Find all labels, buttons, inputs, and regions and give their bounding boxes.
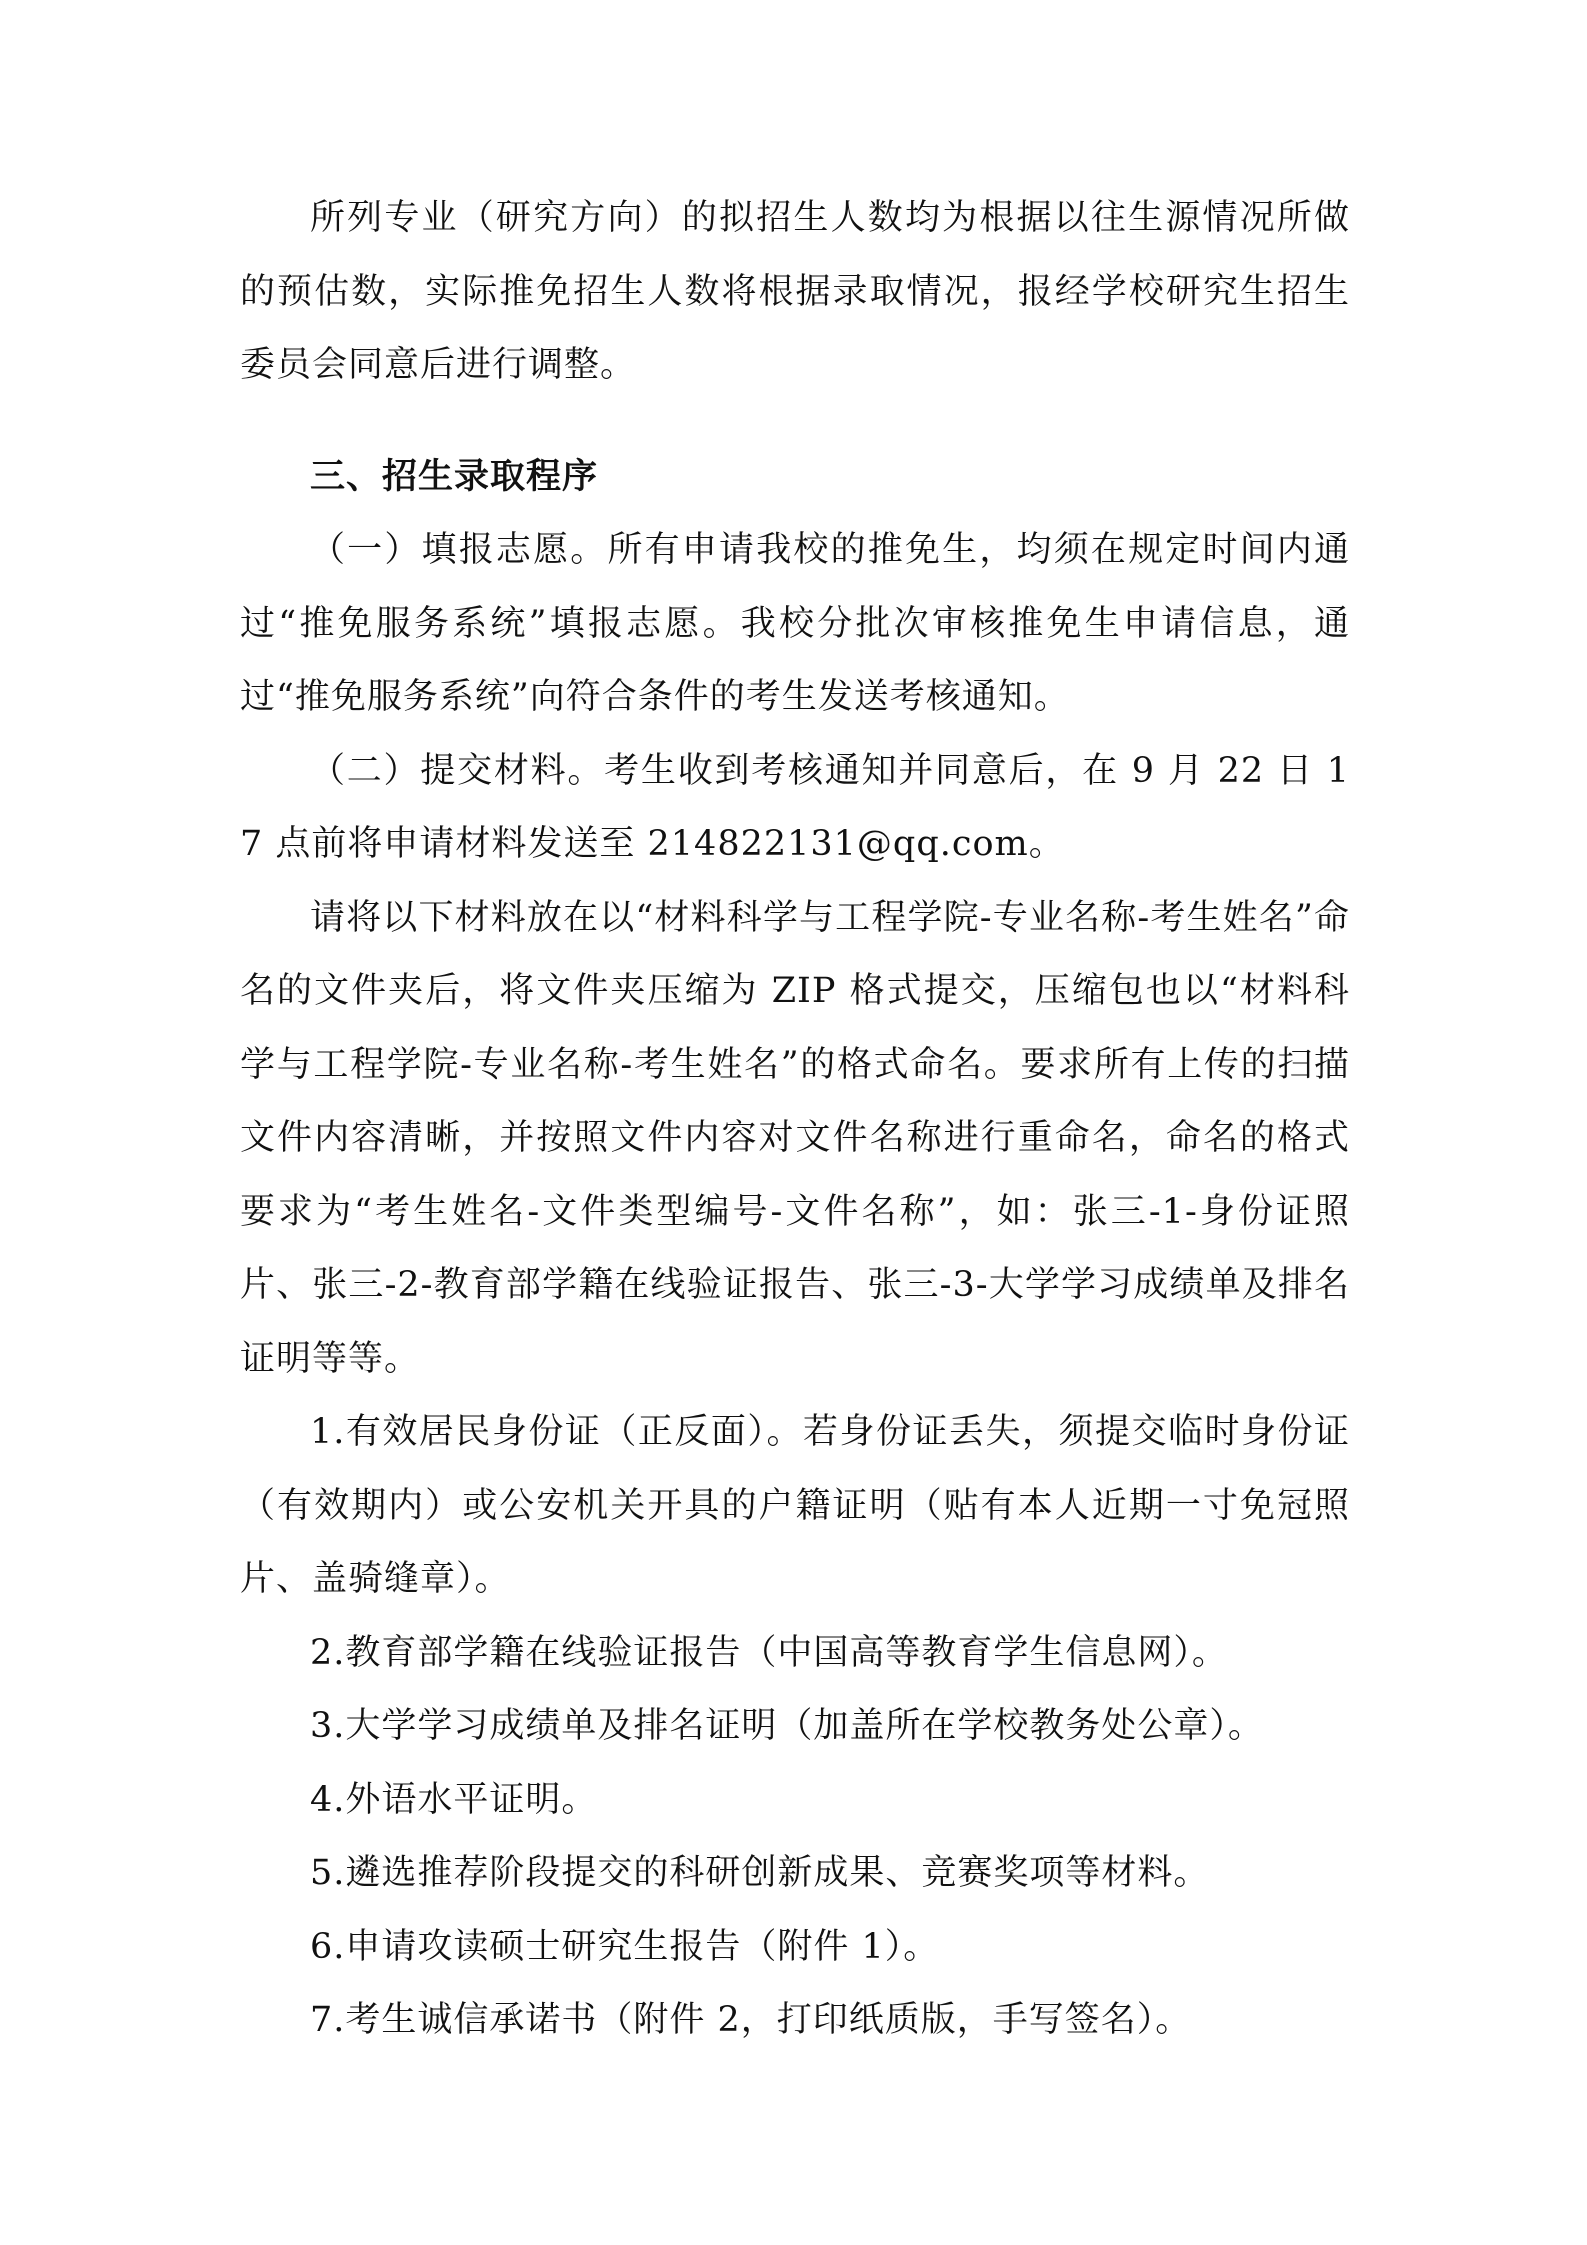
intro-paragraph: 所列专业（研究方向）的拟招生人数均为根据以往生源情况所做的预估数，实际推免招生人数将根据录取情况，报经学校研究生招生委员会同意后进行调整。 — [240, 198, 1350, 385]
document-body — [240, 182, 1350, 2058]
step-submit-materials: （二）提交材料。考生收到考核通知并同意后，在 9 月 22 日 17 点前将申请材料发送至 214822131@qq.com。 — [240, 750, 1350, 864]
material-instructions: 请将以下材料放在以“材料科学与工程学院-专业名称-考生姓名”命名的文件夹后，将文件夹压缩为 ZIP 格式提交，压缩包也以“材料科学与工程学院-专业名称-考生姓名”的格式命名。要求所有上传的扫描文件内容清晰，并按照文件内容对文件名称进行重命名，命名的格式要求为“考生姓名-文件类型编号-文件名称”，如：张三-1-身份证照片、张三-2-教育部学籍在线验证报告、张三-3-大学学习成绩单及排名证明等等。 — [240, 897, 1350, 1379]
material-item-id-card: 1.有效居民身份证（正反面）。若身份证丢失，须提交临时身份证（有效期内）或公安机关开具的户籍证明（贴有本人近期一寸免冠照片、盖骑缝章）。 — [240, 1412, 1350, 1599]
material-item-research-awards: 5.遴选推荐阶段提交的科研创新成果、竞赛奖项等材料。 — [310, 1853, 1210, 1893]
step-fill-application: （一）填报志愿。所有申请我校的推免生，均须在规定时间内通过“推免服务系统”填报志愿。我校分批次审核推免生申请信息，通过“推免服务系统”向符合条件的考生发送考核通知。 — [240, 530, 1350, 717]
material-item-transcript: 3.大学学习成绩单及排名证明（加盖所在学校教务处公章）。 — [310, 1706, 1264, 1746]
section-heading: 三、招生录取程序 — [310, 456, 599, 497]
material-item-enrollment-report: 2.教育部学籍在线验证报告（中国高等教育学生信息网）。 — [310, 1632, 1228, 1673]
material-item-language-proof: 4.外语水平证明。 — [310, 1779, 598, 1820]
material-item-application-report: 6.申请攻读硕士研究生报告（附件 1）。 — [310, 1926, 940, 1967]
material-item-integrity-pledge: 7.考生诚信承诺书（附件 2，打印纸质版，手写签名）。 — [310, 2000, 1192, 2040]
